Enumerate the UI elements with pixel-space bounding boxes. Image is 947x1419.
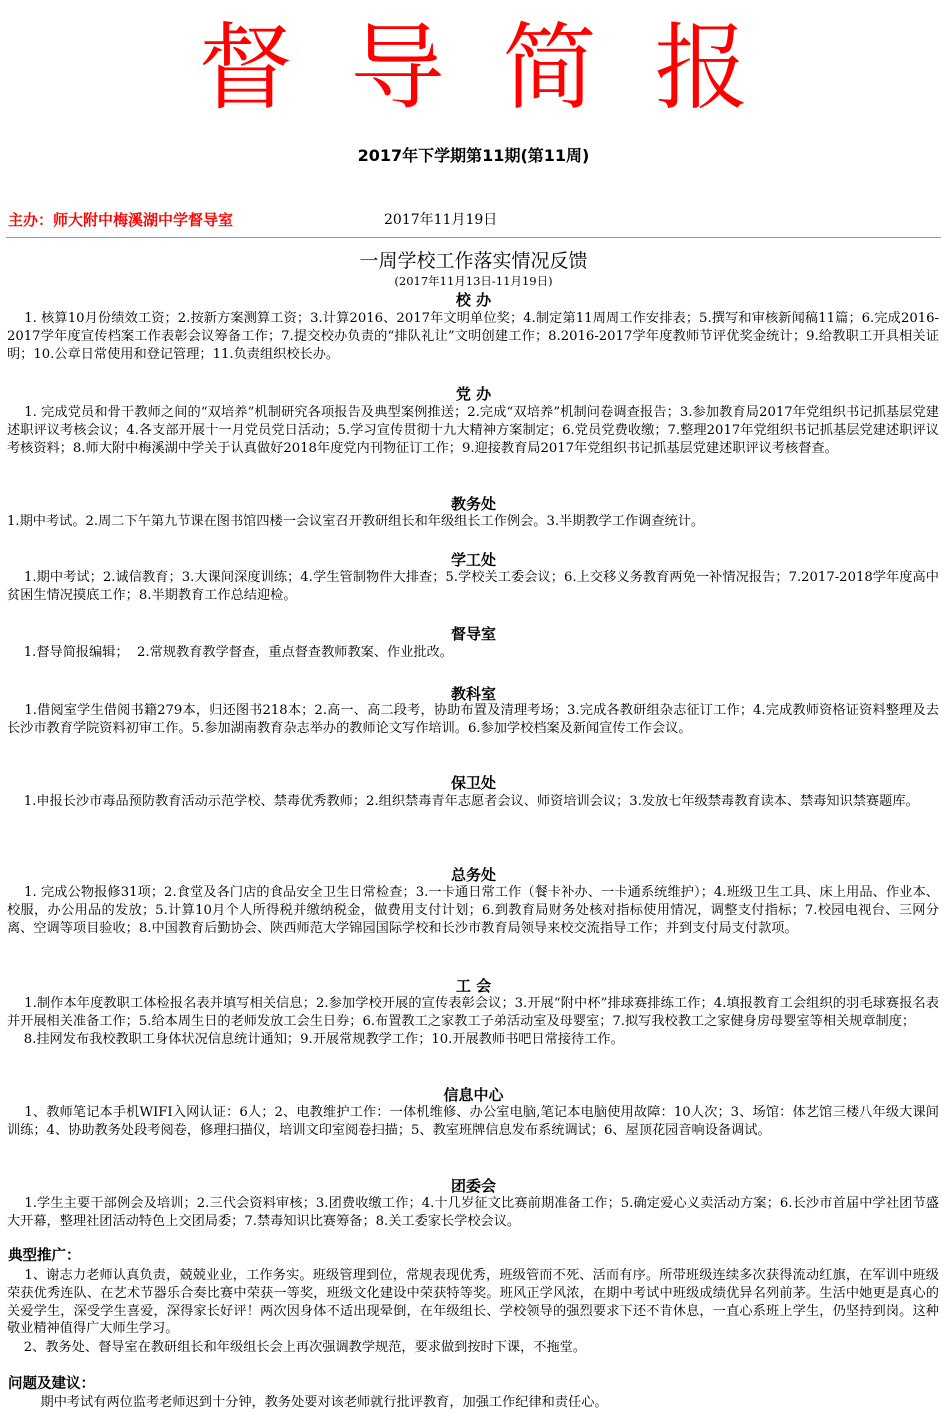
section-head-research-office: 教科室 [450, 685, 496, 703]
section-body-information-center: 1、教师笔记本手机WIFI入网认证：6人；2、电教维护工作：一体机维修、办公室电脑,笔记本电脑使用故障：10人次；3、场馆：体艺馆三楼八年级大课间训练；4、协助教务处段考阅卷，修理扫描仪，培训文印室阅卷扫描；5、教室班牌信息发布系统调试；6、屋顶花园音响设备调试。 [7, 1105, 939, 1138]
section-head-labor-union: 工 会 [455, 977, 492, 995]
section-body-party-office: 1. 完成党员和骨干教师之间的“双培养”机制研究各项报告及典型案例推送；2.完成“双培养”机制问卷调查报告；3.参加教育局2017年党组织书记抓基层党建述职评议考核会议；4.各支部开展十一月党员党日活动；5.学习宣传贯彻十九大精神方案制定；6.党员党费收缴；7.整理2017年党组织书记抓基层党建述职评议考核资料；8.师大附中梅溪湖中学关于认真做好2018年度党内刊物征订工作；9.迎接教育局2017年党组织书记抓基层党建述职评议考核督查。 [7, 405, 939, 456]
promotion-item-2: 2、教务处、督导室在教研组长和年级组长会上再次强调教学规范，要求做到按时下课，不拖堂。 [7, 1340, 587, 1355]
masthead-title: 督导简报 [198, 14, 807, 123]
section-head-student-affairs: 学工处 [450, 551, 496, 569]
report-title: 一周学校工作落实情况反馈 [359, 250, 588, 272]
promotion-item-1: 1、谢志力老师认真负责，兢兢业业，工作务实。班级管理到位，常规表现优秀，班级管而不死、活而有序。所带班级连续多次获得流动红旗，在军训中班级荣获优秀连队、在艺术节器乐合奏比赛中荣获一等奖，班级文化建设中荣获特等奖。班风正学风浓，在期中考试中班级成绩优异名列前茅。生活中她更是真心的关爱学生，深受学生喜爱，深得家长好评！两次因身体不适出现晕倒，在年级组长、学校领导的强烈要求下还不肯休息，一直心系班上学生，仍坚持到岗。这种敬业精神值得广大师生学习。 [7, 1268, 939, 1337]
section-head-youth-league: 团委会 [450, 1177, 496, 1195]
section-body-academic-affairs: 1.期中考试。2.周二下午第九节课在图书馆四楼一会议室召开教研组长和年级组长工作例会。3.半期教学工作调查统计。 [7, 514, 705, 529]
section-body-general-affairs: 1. 完成公物报修31项；2.食堂及各门店的食品安全卫生日常检查；3.一卡通日常工作（餐卡补办、一卡通系统维护）；4.班级卫生工具、床上用品、作业本、校服，办公用品的发放；5.计算10月个人所得税并缴纳税金，做费用支付计划；6.到教育局财务处核对指标使用情况，调整支付指标；7.校园电视台、三网分离、空调等项目验收；8.中国教育后勤协会、陕西师范大学锦园国际学校和长沙市教育局领导来校交流指导工作；并到支付局支付款项。 [7, 885, 939, 936]
section-body-principal-office: 1. 核算10月份绩效工资；2.按新方案测算工资；3.计算2016、2017年文明单位奖；4.制定第11周周工作安排表；5.撰写和审核新闻稿11篇；6.完成2016-2017学年度宣传档案工作表彰会议筹备工作；7.提交校办负责的“排队礼让”文明创建工作；8.2016-2017学年度教师节评优奖金统计；9.给教职工开具相关证明；10.公章日常使用和登记管理；11.负责组织校长办。 [7, 311, 939, 362]
section-body-research-office: 1.借阅室学生借阅书籍279本，归还图书218本；2.高一、高二段考，协助布置及清理考场；3.完成各教研组杂志征订工作；4.完成教师资格证资料整理及去长沙市教育学院资料初审工作。5.参加湖南教育杂志举办的教师论文写作培训。6.参加学校档案及新闻宣传工作会议。 [7, 703, 939, 736]
section-body-youth-league: 1.学生主要干部例会及培训；2.三代会资料审核；3.团费收缴工作；4.十几岁征文比赛前期准备工作；5.确定爱心义卖活动方案；6.长沙市首届中学社团节盛大开幕，整理社团活动特色上交团局委；7.禁毒知识比赛筹备；8.关工委家长学校会议。 [7, 1196, 939, 1229]
suggestions-body: 期中考试有两位监考老师迟到十分钟，教务处要对该老师就行批评教育，加强工作纪律和责任心。 [7, 1395, 608, 1410]
header-divider [6, 237, 941, 238]
issue-line: 2017年下学期第11期(第11周) [357, 146, 590, 165]
report-date-range: (2017年11月13日-11月19日) [394, 274, 553, 288]
sponsor-label: 主办：师大附中梅溪湖中学督导室 [8, 211, 234, 229]
section-head-supervision-office: 督导室 [450, 625, 496, 643]
publish-date: 2017年11月19日 [384, 212, 498, 228]
section-head-security-office: 保卫处 [450, 774, 496, 792]
section-head-party-office: 党 办 [455, 385, 492, 403]
suggestions-heading: 问题及建议： [8, 1375, 95, 1392]
section-head-academic-affairs: 教务处 [450, 495, 496, 513]
promotion-heading: 典型推广： [8, 1247, 81, 1264]
section-body-student-affairs: 1.期中考试；2.诚信教育；3.大课间深度训练；4.学生管制物件大排查；5.学校关工委会议；6.上交移义务教育两免一补情况报告；7.2017-2018学年度高中贫困生情况摸底工作；8.半期教育工作总结迎检。 [7, 570, 939, 603]
section-body-labor-union: 1.制作本年度教职工体检报名表并填写相关信息；2.参加学校开展的宣传表彰会议；3.开展“附中杯”排球赛排练工作；4.填报教育工会组织的羽毛球赛报名表并开展相关准备工作；5.给本周生日的老师发放工会生日券；6.布置教工之家教工子弟活动室及母婴室；7.拟写我校教工之家健身房母婴室等相关规章制度； 8.挂网发布我校教职工身体状况信息统计通知；9.开展常规教学工作；10.开展教师书吧日常接待工作。 [7, 996, 939, 1047]
section-head-information-center: 信息中心 [443, 1086, 504, 1104]
section-body-supervision-office: 1.督导简报编辑； 2.常规教育教学督查，重点督查教师教案、作业批改。 [7, 645, 453, 660]
section-head-general-affairs: 总务处 [450, 866, 496, 884]
section-body-security-office: 1.申报长沙市毒品预防教育活动示范学校、禁毒优秀教师；2.组织禁毒青年志愿者会议、师资培训会议；3.发放七年级禁毒教育读本、禁毒知识禁赛题库。 [7, 794, 919, 809]
section-head-principal-office: 校 办 [455, 291, 492, 309]
